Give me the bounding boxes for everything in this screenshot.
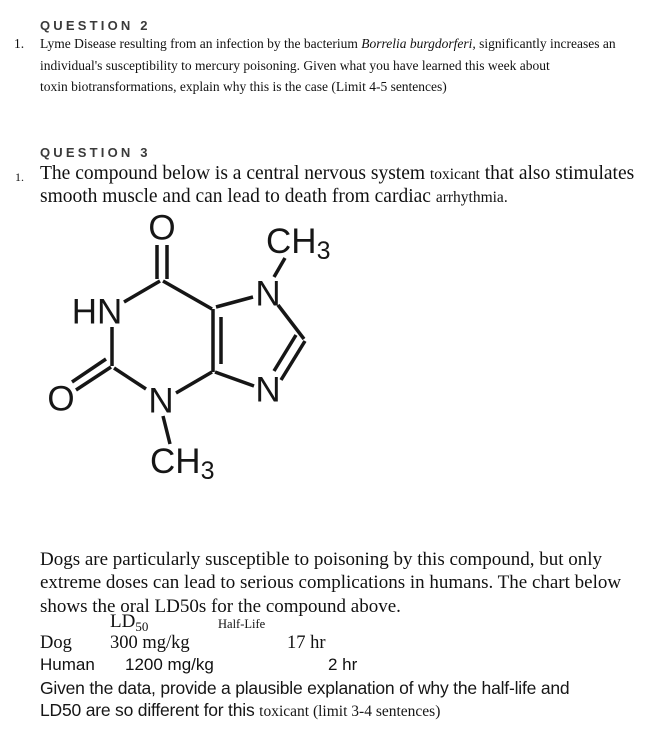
question2-text (40, 33, 616, 98)
question2-line2: individual's susceptibility to mercury poisoning. Given what you have learned this week about (40, 57, 550, 73)
question2-header: QUESTION 2 (40, 18, 151, 33)
question2-line1 (40, 33, 616, 55)
table-row-human-half-life: 2 hr (328, 655, 358, 674)
atom-label-nh: HN (71, 292, 123, 332)
prompt-line2-sans: LD50 are so different for this (40, 699, 260, 720)
table-row-human-ld50: 1200 mg/kg (125, 655, 214, 674)
methyl-group-bottom (150, 442, 214, 485)
question3-body (40, 548, 621, 618)
q2-line1-italic-species: Borrelia burgdorferi, (361, 36, 476, 51)
question3-prompt (40, 678, 569, 722)
prompt-line1: Given the data, provide a plausible explanation of why the half-life and (40, 678, 570, 698)
table-row-human-species: Human (40, 655, 95, 674)
atom-label-n3: N (148, 381, 174, 421)
question3-intro-line1 (40, 163, 634, 186)
methyl-top-sub: 3 (316, 237, 331, 265)
prompt-line2 (40, 700, 569, 723)
q2-line1-post: significantly increases an (475, 36, 616, 51)
atom-label-n7: N (255, 274, 281, 314)
q3-line1-pre: The compound below is a central nervous system (40, 163, 430, 184)
atom-label-n9: N (255, 370, 281, 410)
body-line3: shows the oral LD50s for the compound above. (40, 595, 401, 617)
methyl-group-top (266, 222, 330, 265)
methyl-bottom-ch: CH (150, 442, 201, 481)
atom-label-oxygen-left: O (47, 379, 75, 419)
q3-line1-small: toxicant (429, 166, 480, 183)
question2-item-number: 1. (14, 36, 25, 51)
methyl-top-ch: CH (266, 222, 317, 261)
question3-header: QUESTION 3 (40, 145, 151, 160)
q3-line2-small: arrhythmia. (435, 189, 508, 206)
q3-line1-post: that also stimulates (479, 163, 635, 184)
table-header-half-life: Half-Life (218, 617, 266, 631)
molecule-structure-drawing (40, 205, 350, 490)
q2-line1-pre: Lyme Disease resulting from an infection by the bacterium (40, 36, 362, 51)
table-row-dog-half-life: 17 hr (287, 633, 326, 653)
question2-line3: toxin biotransformations, explain why this is the case (Limit 4-5 sentences) (40, 79, 447, 95)
question3-item-number: 1. (15, 170, 24, 184)
body-line1: Dogs are particularly susceptible to poisoning by this compound, but only (40, 549, 603, 570)
ld50-subscript: 50 (135, 619, 149, 634)
ld50-label: LD (110, 611, 136, 632)
question3-intro (40, 163, 634, 209)
atom-label-oxygen-top: O (148, 208, 176, 248)
methyl-bottom-sub: 3 (200, 457, 215, 485)
q3-line2-pre: smooth muscle and can lead to death from cardiac (40, 186, 436, 207)
table-row-dog-ld50: 300 mg/kg (110, 633, 190, 653)
table-row-dog-species: Dog (40, 633, 72, 653)
body-line2: extreme doses can lead to serious complications in humans. The chart below (40, 572, 622, 594)
prompt-line2-serif: toxicant (limit 3-4 sentences) (259, 702, 441, 720)
